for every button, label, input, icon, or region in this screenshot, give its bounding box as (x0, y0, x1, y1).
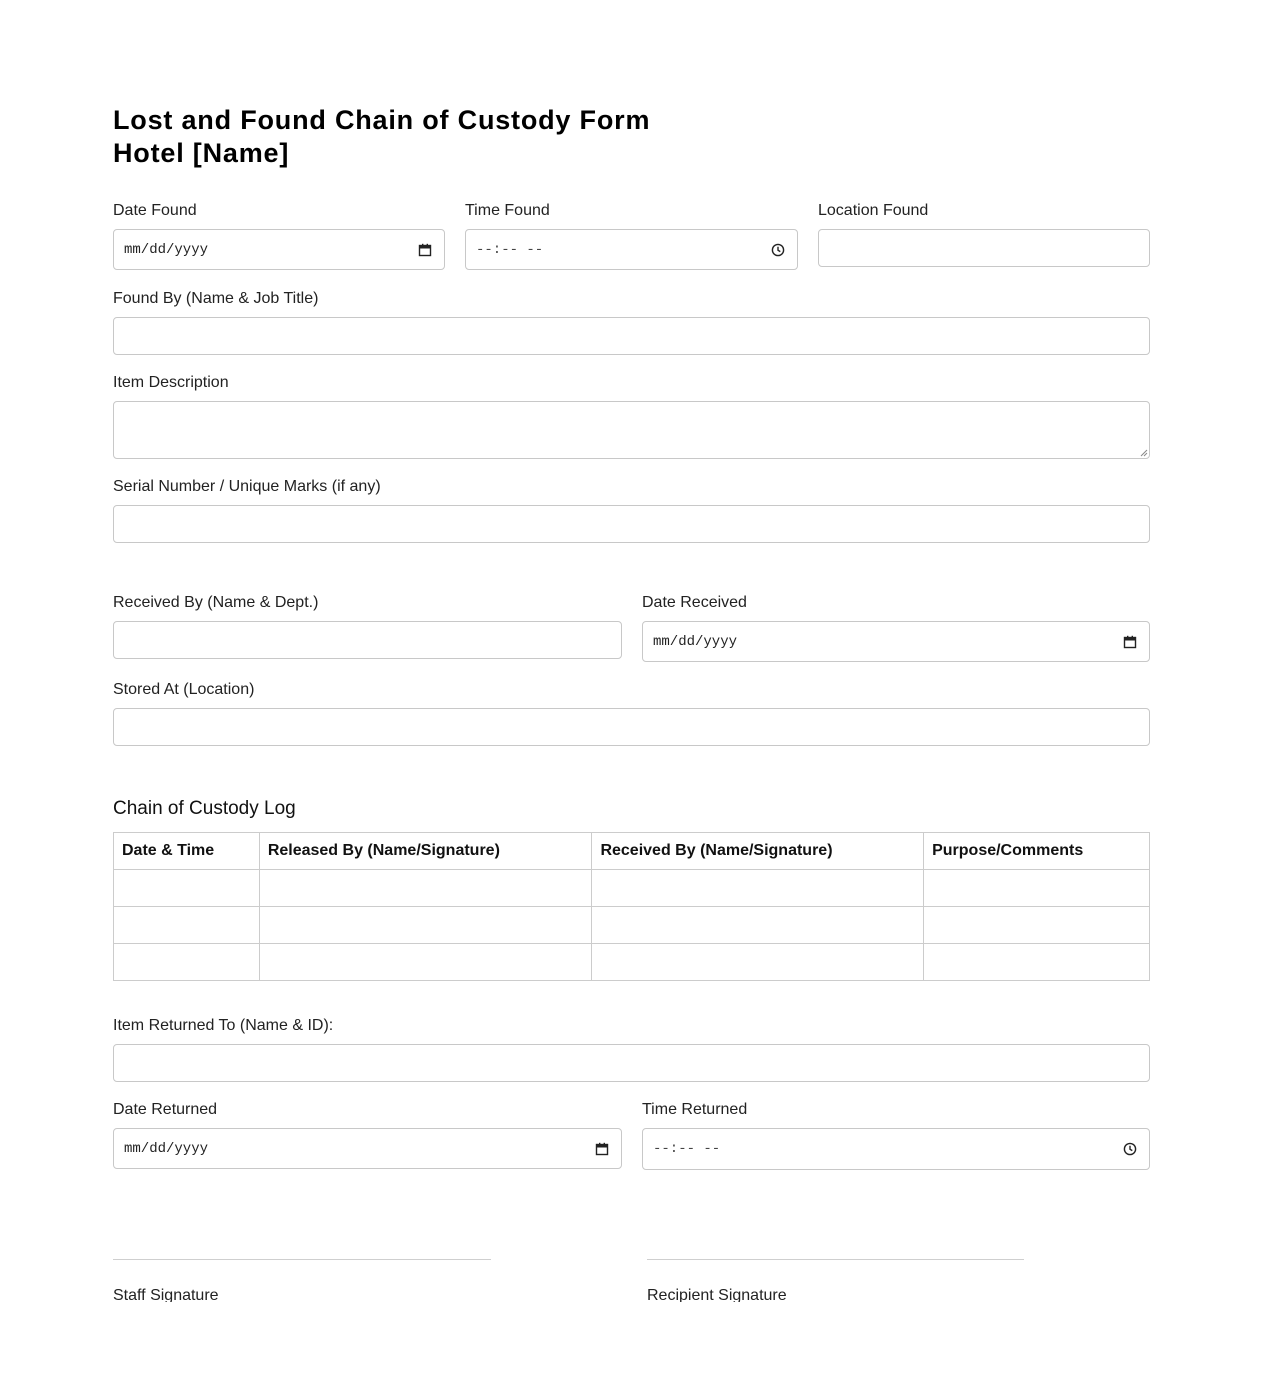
clock-icon[interactable] (1123, 1142, 1137, 1156)
time-returned-placeholder: --:-- -- (653, 1141, 721, 1157)
calendar-icon[interactable] (595, 1142, 609, 1156)
column-header-received-by: Received By (Name/Signature) (592, 833, 924, 870)
time-returned-input[interactable] (642, 1128, 1150, 1170)
calendar-icon[interactable] (1123, 635, 1137, 649)
staff-signature-label: Staff Signature (113, 1287, 219, 1302)
table-cell[interactable] (924, 870, 1150, 907)
date-found-label: Date Found (113, 202, 197, 219)
table-cell[interactable] (592, 907, 924, 944)
column-header-released-by: Released By (Name/Signature) (259, 833, 592, 870)
found-by-input[interactable] (113, 317, 1150, 355)
table-cell[interactable] (114, 907, 260, 944)
column-header-purpose: Purpose/Comments (924, 833, 1150, 870)
received-by-input[interactable] (113, 621, 622, 659)
resize-handle-icon[interactable] (1140, 449, 1148, 457)
date-found-placeholder: mm/dd/yyyy (124, 241, 209, 258)
column-header-date-time: Date & Time (114, 833, 260, 870)
table-header-row (114, 833, 1150, 870)
item-returned-to-label: Item Returned To (Name & ID): (113, 1017, 334, 1034)
date-returned-placeholder: mm/dd/yyyy (124, 1140, 209, 1157)
time-found-label: Time Found (465, 202, 550, 219)
stored-at-input[interactable] (113, 708, 1150, 746)
custody-log-table (113, 832, 1150, 981)
staff-signature-line (113, 1259, 491, 1260)
calendar-icon[interactable] (418, 243, 432, 257)
recipient-signature-label: Recipient Signature (647, 1287, 787, 1302)
serial-number-input[interactable] (113, 505, 1150, 543)
table-cell[interactable] (114, 944, 260, 981)
found-by-label: Found By (Name & Job Title) (113, 290, 319, 307)
date-received-label: Date Received (642, 594, 747, 611)
table-cell[interactable] (259, 907, 592, 944)
time-found-placeholder: --:-- -- (476, 241, 544, 258)
clock-icon[interactable] (771, 243, 785, 257)
recipient-signature-clip (647, 1284, 947, 1302)
date-returned-label: Date Returned (113, 1101, 218, 1118)
date-found-input[interactable] (113, 229, 445, 270)
table-row (114, 944, 1150, 981)
date-returned-input[interactable] (113, 1128, 622, 1169)
stored-at-label: Stored At (Location) (113, 681, 255, 698)
table-cell[interactable] (592, 944, 924, 981)
date-received-input[interactable] (642, 621, 1150, 662)
table-cell[interactable] (259, 944, 592, 981)
table-cell[interactable] (924, 907, 1150, 944)
table-row (114, 870, 1150, 907)
location-found-label: Location Found (818, 202, 929, 219)
staff-signature-clip (113, 1284, 413, 1302)
table-cell[interactable] (924, 944, 1150, 981)
time-found-input[interactable] (465, 229, 798, 270)
table-cell[interactable] (259, 870, 592, 907)
item-returned-to-input[interactable] (113, 1044, 1150, 1082)
time-returned-label: Time Returned (642, 1101, 748, 1118)
table-row (114, 907, 1150, 944)
item-description-textarea[interactable] (113, 401, 1150, 459)
form-title: Lost and Found Chain of Custody Form (113, 105, 651, 135)
table-cell[interactable] (114, 870, 260, 907)
serial-number-label: Serial Number / Unique Marks (if any) (113, 478, 381, 495)
hotel-name: Hotel [Name] (113, 138, 290, 168)
table-cell[interactable] (592, 870, 924, 907)
recipient-signature-line (647, 1259, 1024, 1260)
received-by-label: Received By (Name & Dept.) (113, 594, 319, 611)
custody-log-heading: Chain of Custody Log (113, 798, 296, 819)
location-found-input[interactable] (818, 229, 1150, 267)
date-received-placeholder: mm/dd/yyyy (653, 633, 738, 650)
item-description-label: Item Description (113, 374, 229, 391)
page-title (113, 104, 650, 170)
